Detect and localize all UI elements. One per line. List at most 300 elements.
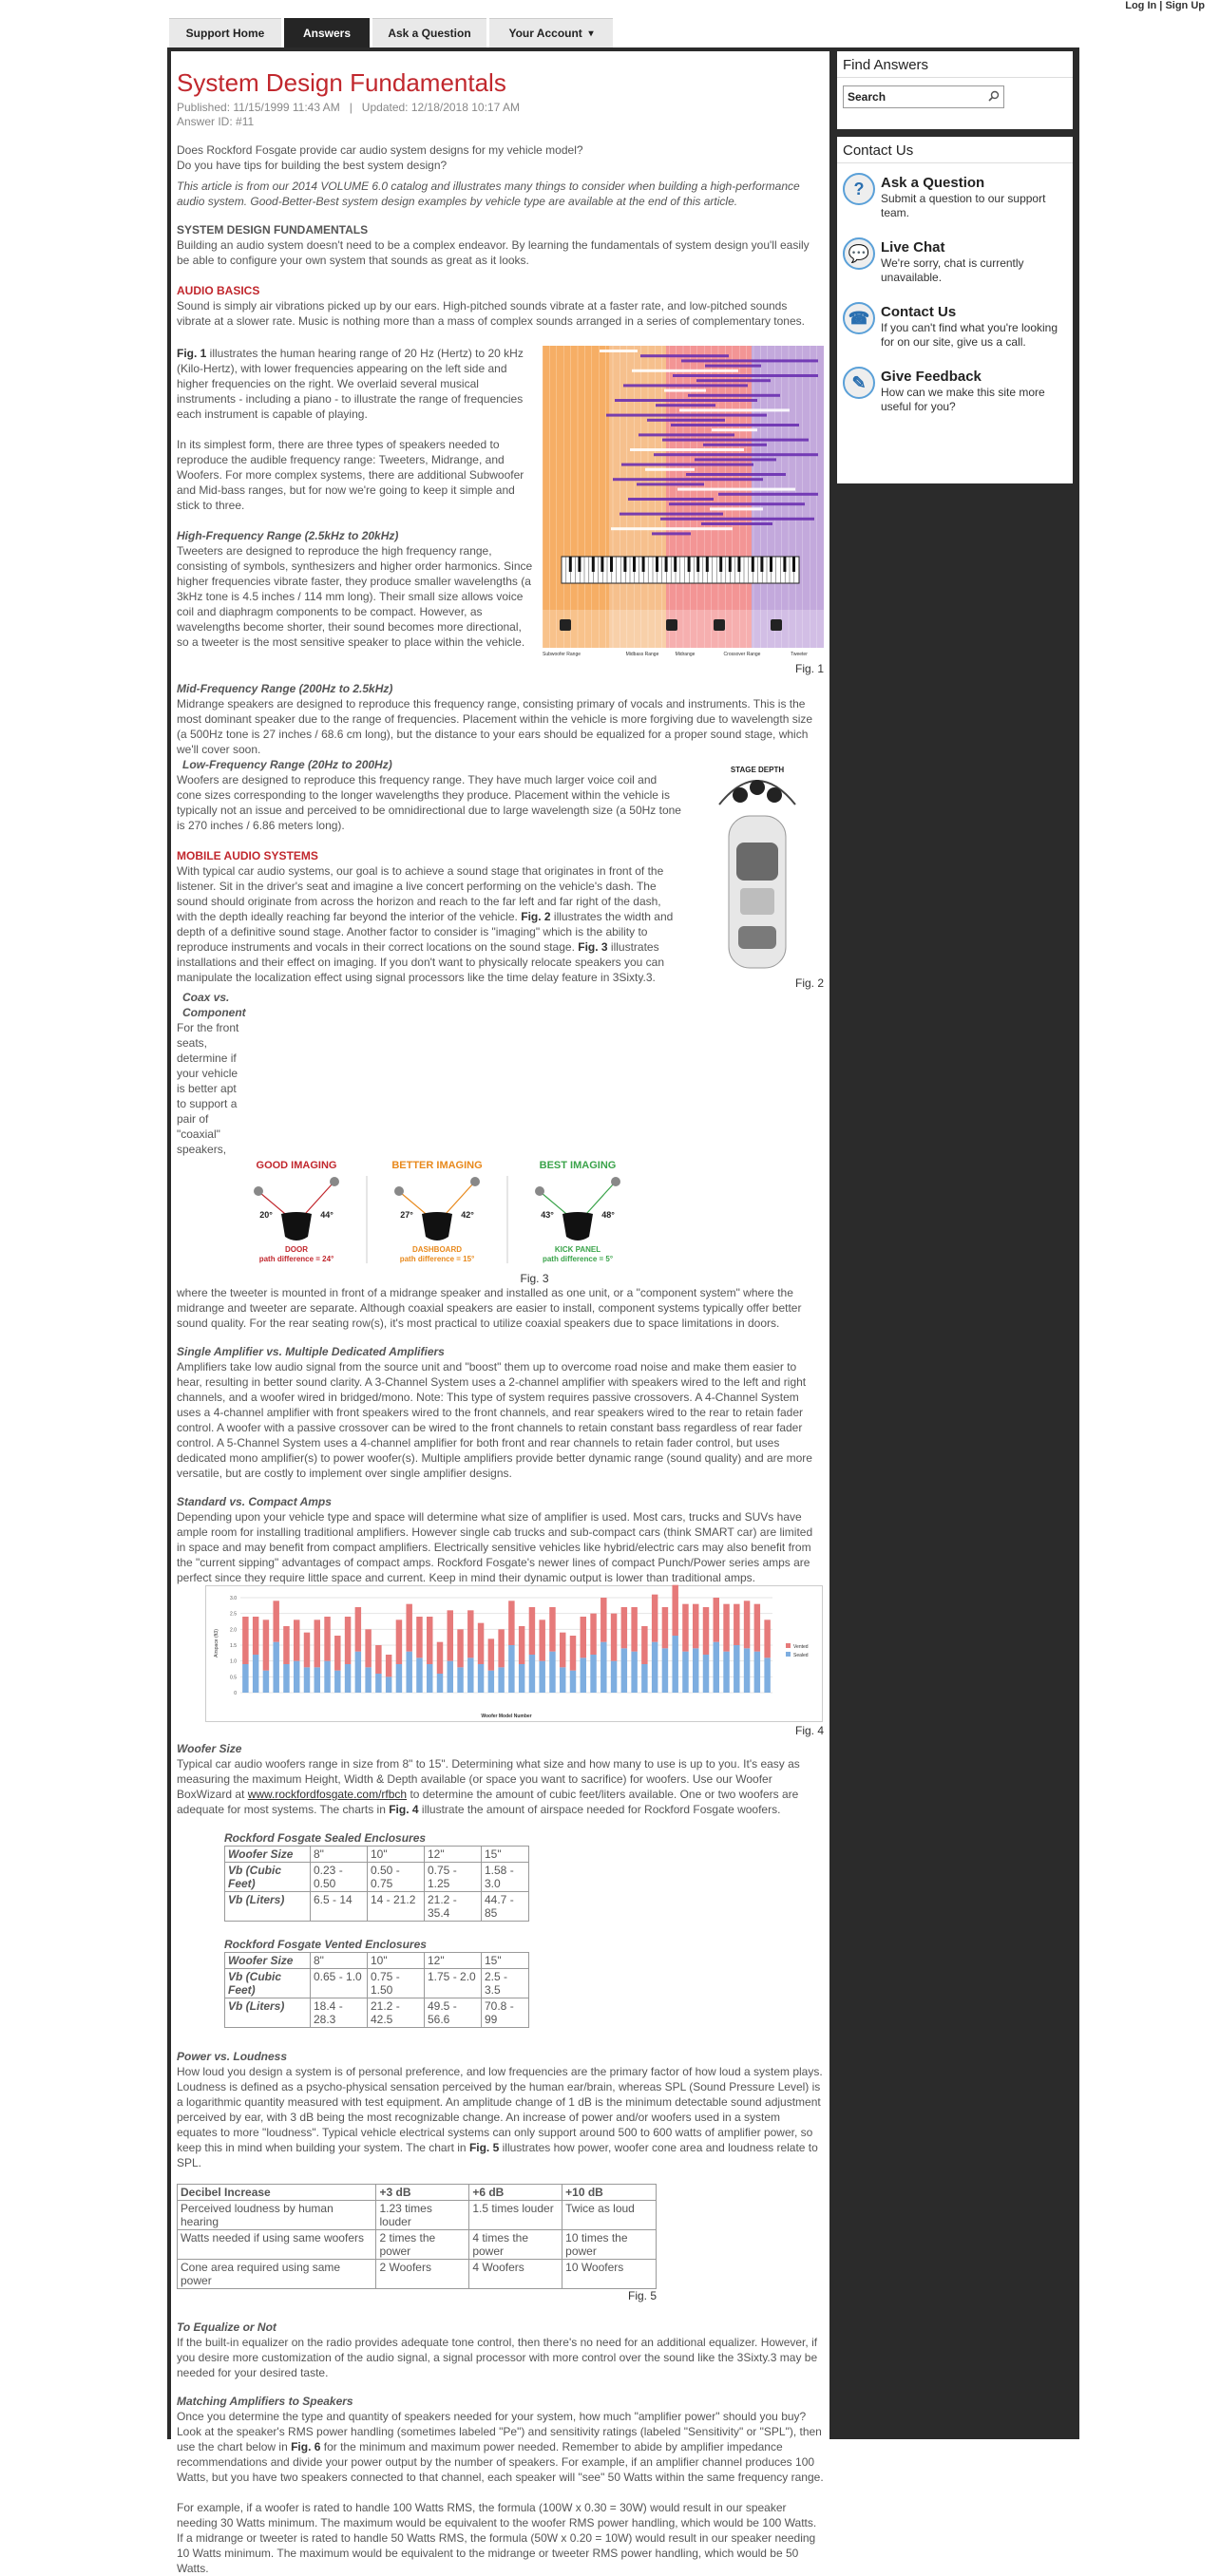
- contact-item-give-feedback[interactable]: [837, 357, 1073, 422]
- question-2: Do you have tips for building the best system design?: [177, 159, 448, 172]
- search-icon[interactable]: [988, 90, 1000, 102]
- bar-sealed: [652, 1642, 658, 1693]
- bar-vented: [386, 1655, 391, 1676]
- listener-head-icon: [422, 1212, 452, 1241]
- instrument-bar: [645, 468, 695, 471]
- path-difference: path difference = 15°: [399, 1255, 475, 1263]
- search-input[interactable]: [843, 85, 1004, 108]
- instrument-bar: [679, 408, 790, 411]
- table-cell: 2 times the power: [376, 2230, 469, 2260]
- location-label: KICK PANEL: [554, 1245, 601, 1254]
- coax-heading: Coax vs. Component: [182, 991, 246, 1019]
- signup-link[interactable]: Sign Up: [1165, 0, 1205, 11]
- bar-vented: [621, 1607, 627, 1648]
- bar-vented: [488, 1638, 494, 1670]
- bar-sealed: [611, 1661, 617, 1693]
- contact-item-desc: How can we make this site more useful for you?: [881, 386, 1045, 413]
- bar-sealed: [315, 1667, 320, 1693]
- contact-list: [837, 163, 1073, 422]
- bar-sealed: [693, 1648, 698, 1693]
- table-row: [178, 2201, 657, 2230]
- matching-text: [177, 2409, 824, 2485]
- instrument-bar: [718, 493, 818, 496]
- table-cell: 6.5 - 14: [311, 1892, 368, 1922]
- chevron-down-icon: ▾: [588, 28, 594, 39]
- bar-vented: [375, 1645, 381, 1674]
- coax-text-2: where the tweeter is mounted in front of a midrange speaker and installed as one unit, or a "component system" where the midrange and tweeter are separate. Although coaxial speakers are easier to install, component systems typically offer better sound quality. For the rear seating row(s), it's most practical to utilize coaxial speakers due to space limitations in doors.: [177, 1286, 802, 1330]
- sidebar: [837, 51, 1073, 491]
- table-cell: Cone area required using same power: [178, 2260, 376, 2289]
- angle-left: 20°: [259, 1210, 273, 1220]
- woofer-size-heading: Woofer Size: [177, 1742, 242, 1755]
- mas-text-1: With typical car audio systems, our goal is to achieve a sound stage that originates in front of the listener. Sit in the driver's seat and imagine a live concert performing on the vehicle's dash. The sound should originate from across the horizon and reach to the far left and far right of the dash, with the depth ideally reaching far beyond the interior of the vehicle.: [177, 864, 664, 923]
- speaker-icon: [714, 619, 725, 631]
- bar-vented: [498, 1629, 504, 1667]
- bar-vented: [273, 1601, 278, 1641]
- bar-vented: [754, 1604, 760, 1652]
- instrument-bar: [664, 389, 706, 392]
- instrument-bar: [695, 458, 776, 461]
- instrument-bar: [621, 464, 753, 466]
- contact-item-live-chat[interactable]: [837, 228, 1073, 293]
- bar-sealed: [714, 1642, 719, 1693]
- amp-text: Amplifiers take low audio signal from the source unit and "boost" them up to overcome road noise and make them easier to hear, resulting in better sound clarity. A 3-Channel System uses a 2-channel amplifier with speakers wired to the left and right channels, and a woofer wired in bridged/mono. Note: This type of system requires passive crossovers. A 4-Channel System uses a 4-channel amplifier with front speakers wired to the front channels, and rear speakers wired to the rear to retain fader control. A woofer with a passive crossover can be wired to the front channels to retain constant bass regardless of rear fader control. A 5-Channel System uses a 4-channel amplifier for both front and rear channels to retain fader control, but uses dedicated mono amplifier(s) to power woofer(s). Multiple amplifiers provide better dynamic range (sound quality) and are more versatile, but are costly to implement over single amplifier designs.: [177, 1360, 812, 1480]
- bar-sealed: [406, 1652, 411, 1693]
- bar-sealed: [631, 1652, 637, 1693]
- bar-vented: [406, 1604, 411, 1652]
- bar-sealed: [345, 1664, 351, 1693]
- table-cell: 1.58 - 3.0: [482, 1863, 529, 1892]
- bar-vented: [672, 1585, 677, 1636]
- instrument-bar: [660, 518, 814, 521]
- power-loudness-heading: Power vs. Loudness: [177, 2050, 288, 2063]
- y-tick-label: 2.5: [230, 1611, 237, 1618]
- bar-vented: [519, 1626, 524, 1664]
- table-cell: Decibel Increase: [178, 2185, 376, 2201]
- range-label: Subwoofer Range: [542, 652, 581, 657]
- fig3-container: [177, 1157, 759, 1285]
- coax-sidebar: [177, 990, 246, 1157]
- bar-sealed: [549, 1652, 555, 1693]
- fig2-ref: Fig. 2: [521, 910, 551, 923]
- tab-ask-question[interactable]: Ask a Question: [372, 18, 486, 47]
- legend-label: Vented: [793, 1644, 809, 1650]
- y-tick-label: 0.5: [230, 1675, 237, 1681]
- bar-vented: [682, 1604, 688, 1652]
- bar-sealed: [334, 1671, 340, 1693]
- car-soundstage-image: [691, 757, 824, 974]
- contact-item-title[interactable]: Give Feedback: [881, 369, 982, 385]
- table-cell: 44.7 - 85: [482, 1892, 529, 1922]
- ws-text-3: illustrate the amount of airspace needed for Rockford Fosgate woofers.: [418, 1803, 781, 1816]
- table-cell: 0.65 - 1.0: [311, 1969, 368, 1998]
- instrument-bar: [637, 483, 704, 485]
- contact-item-title[interactable]: Ask a Question: [881, 175, 985, 191]
- table-cell: +3 dB: [376, 2185, 469, 2201]
- bar-sealed: [355, 1652, 361, 1693]
- instrument-bar: [686, 473, 786, 476]
- table-cell: 4 times the power: [469, 2230, 562, 2260]
- instrument-bar: [632, 369, 738, 372]
- tab-your-account[interactable]: [489, 18, 613, 47]
- three-speakers-text: In its simplest form, there are three types of speakers needed to reproduce the audible frequency range: Tweeters, Midrange, and Woofers. For more complex systems, there are additional Subwoofer and Mid-bass ranges, but for now we're going to keep it simple and stick to three.: [177, 438, 524, 512]
- y-tick-label: 1.5: [230, 1643, 237, 1649]
- bar-vented: [345, 1617, 351, 1664]
- instrument-bar: [656, 404, 715, 407]
- instrument-bar: [639, 433, 734, 436]
- location-label: DASHBOARD: [412, 1245, 462, 1254]
- bar-vented: [294, 1619, 299, 1660]
- table-cell: 2 Woofers: [376, 2260, 469, 2289]
- bar-vented: [427, 1617, 432, 1664]
- bar-vented: [662, 1607, 668, 1648]
- table-row: [178, 2260, 657, 2289]
- y-tick-label: 1.0: [230, 1658, 237, 1665]
- chat-icon: 💬: [843, 237, 875, 270]
- hf-heading: High-Frequency Range (2.5kHz to 20kHz): [177, 529, 399, 542]
- page-title: System Design Fundamentals: [177, 68, 506, 97]
- answer-id: Answer ID: #11: [177, 115, 255, 128]
- table-cell: Vb (Liters): [225, 1892, 311, 1922]
- table-cell: 1.75 - 2.0: [425, 1969, 482, 1998]
- table-cell: Vb (Cubic Feet): [225, 1969, 311, 1998]
- phone-icon: ☎: [843, 302, 875, 334]
- bar-vented: [549, 1607, 555, 1652]
- bar-sealed: [294, 1661, 299, 1693]
- bar-vented: [253, 1617, 258, 1655]
- contact-item-title[interactable]: Live Chat: [881, 239, 945, 256]
- table-cell: 14 - 21.2: [368, 1892, 425, 1922]
- legend-label: Sealed: [793, 1653, 809, 1658]
- fig5-ref: Fig. 5: [468, 2141, 500, 2154]
- table-cell: 0.75 - 1.50: [368, 1969, 425, 1998]
- bar-vented: [570, 1636, 576, 1671]
- table-cell: Vb (Liters): [225, 1998, 311, 2028]
- instrument-bar: [606, 414, 767, 417]
- std-text: Depending upon your vehicle type and space will determine what size of amplifier is used. Most cars, trucks and SUVs have ample room for installing traditional amplifiers. However single cab trucks and sub-compact cars (think SMART car) are limited in space and may benefit from compact amplifiers. Electrically sensitive vehicles like hybrid/electric cars may also benefit from the "current sipping" advantages of compact amps. Rockford Fosgate's newer lines of compact Punch/Power series amps are perfect since they require little space and current. Keep in mind their dynamic output is lower than traditional amps.: [177, 1510, 813, 1584]
- hf-text: Tweeters are designed to reproduce the high frequency range, consisting of symbols, synthesizers and higher order harmonics. Since higher frequencies vibrate faster, they produce smaller wavelengths (a 3kHz tone is 4.5 inches / 114 mm long). Their small size allows voice coil and diaphragm components to be compact. However, as wavelengths become shorter, their sound becomes more directional, so a tweeter is the most sensitive speaker to place within the vehicle.: [177, 544, 533, 649]
- fig5-label: Fig. 5: [627, 2289, 657, 2302]
- contact-item-desc: If you can't find what you're looking for on our site, give us a call.: [881, 321, 1058, 349]
- airspace-chart: [206, 1586, 822, 1721]
- bar-vented: [355, 1607, 361, 1652]
- y-axis-label: Airspace (ft3): [214, 1629, 219, 1657]
- bar-vented: [581, 1617, 586, 1657]
- bar-sealed: [396, 1664, 402, 1693]
- bar-vented: [263, 1619, 269, 1670]
- bar-sealed: [581, 1657, 586, 1693]
- mas-text-3: illustrates installations and their effect on imaging. If you don't want to physically relocate speakers you can manipulate the localization effect using signal processors like the time delay feature in 3Sixty.3.: [177, 940, 665, 984]
- tab-support-home[interactable]: Support Home: [169, 18, 281, 47]
- instrument-bar: [630, 448, 744, 451]
- table-cell: 21.2 - 42.5: [368, 1998, 425, 2028]
- table-cell: Vb (Cubic Feet): [225, 1863, 311, 1892]
- table-row: [225, 1969, 529, 1998]
- contact-widget: [837, 137, 1073, 483]
- range-label: Midrange: [675, 652, 696, 657]
- instrument-bar: [705, 365, 761, 368]
- fig6-ref: Fig. 6: [291, 2440, 321, 2453]
- instrument-bar: [673, 374, 818, 377]
- bar-sealed: [416, 1657, 422, 1693]
- eq-text: If the built-in equalizer on the radio provides adequate tone control, then there's no need for an additional equalizer. However, if you desire more customization of the audio signal, a signal processor with more control over the sound like the 3Sixty.3 may be needed for your desired taste.: [177, 2336, 818, 2379]
- imaging-diagram: [177, 1157, 759, 1269]
- std-heading: Standard vs. Compact Amps: [177, 1495, 332, 1508]
- bar-vented: [764, 1619, 770, 1657]
- mobile-audio-heading: MOBILE AUDIO SYSTEMS: [177, 849, 318, 862]
- instrument-bar: [613, 478, 763, 481]
- midbass-band: [609, 346, 666, 648]
- bar-vented: [315, 1619, 320, 1667]
- bar-vented: [283, 1626, 289, 1664]
- table-row: [225, 1847, 529, 1863]
- stage-depth-label: STAGE DEPTH: [730, 766, 785, 774]
- location-label: DOOR: [285, 1245, 308, 1254]
- bar-vented: [304, 1633, 310, 1668]
- bar-vented: [590, 1614, 596, 1655]
- instrument-bar: [662, 439, 809, 442]
- fig1-ref: Fig. 1: [177, 347, 207, 360]
- contact-title: Contact Us: [837, 137, 1073, 163]
- decibel-table: [177, 2184, 657, 2289]
- instrument-bar: [677, 488, 795, 491]
- instrument-bar: [628, 498, 714, 501]
- speaker-icon: [394, 1186, 404, 1196]
- y-tick-label: 0: [234, 1691, 237, 1696]
- table-cell: 0.75 - 1.25: [425, 1863, 482, 1892]
- bar-sealed: [478, 1664, 484, 1693]
- ws-text-2: to determine the amount of cubic feet/liters available. One or two woofers are adequate for most systems. The charts in: [177, 1788, 799, 1816]
- bar-vented: [396, 1619, 402, 1664]
- contact-item-ask-a-question[interactable]: [837, 163, 1073, 228]
- bar-vented: [242, 1617, 248, 1664]
- table-row: [225, 1998, 529, 2028]
- angle-right: 44°: [320, 1210, 334, 1220]
- fig1-desc: illustrates the human hearing range of 20 Hz (Hertz) to 20 kHz (Kilo-Hertz), with lower frequencies appearing on the left side and higher frequencies on the right. We overlaid several musical instruments - including a piano - to illustrate the range of frequencies each instrument is capable of playing.: [177, 347, 524, 421]
- fig4-chart-frame: [205, 1585, 823, 1722]
- fig1-container: [543, 346, 824, 675]
- range-label: Tweeter: [791, 652, 808, 657]
- speaker-icon: [611, 1177, 620, 1186]
- fig2-container: [691, 757, 824, 990]
- contact-item-title[interactable]: Contact Us: [881, 304, 957, 320]
- instrument-bar: [600, 350, 638, 352]
- boxwizard-link[interactable]: www.rockfordfosgate.com/rfbch: [247, 1788, 408, 1801]
- angle-left: 43°: [541, 1210, 554, 1220]
- table-cell: 1.23 times louder: [376, 2201, 469, 2230]
- question-1: Does Rockford Fosgate provide car audio system designs for my vehicle model?: [177, 143, 583, 157]
- speaker-icon: [254, 1186, 263, 1196]
- amp-heading: Single Amplifier vs. Multiple Dedicated Amplifiers: [177, 1345, 445, 1358]
- frequency-range-chart: [543, 346, 824, 659]
- matching-heading: Matching Amplifiers to Speakers: [177, 2395, 353, 2408]
- bar-vented: [448, 1610, 453, 1660]
- pl-text-1: How loud you design a system is of personal preference, and low frequencies are the primary factor of how loud a system plays. Loudness is defined as a psycho-physical sensation perceived by the human ear/brain, whereas SPL (Sound Pressure Level) is a logarithmic quantity measured with test equipment. An amplitude change of 1 dB is the minimum detectable sound adjustment perceived by ear, with 3 dB being the most recognizable change. An increase of power and/or woofers used in a system equates to more "loudness". Typical vehicle electrical systems can only support around 500 to 600 watts of amplifier power, so keep this in mind when building your system. The chart in: [177, 2065, 823, 2154]
- bar-sealed: [672, 1636, 677, 1693]
- instrument-bar: [647, 419, 725, 422]
- table-cell: Perceived loudness by human hearing: [178, 2201, 376, 2230]
- tab-answers[interactable]: Answers: [284, 18, 370, 47]
- instrument-bar: [696, 379, 771, 382]
- bar-vented: [714, 1598, 719, 1642]
- bar-sealed: [560, 1667, 565, 1693]
- subwoofer-band: [543, 346, 609, 648]
- ma-text-1: Once you determine the type and quantity of speakers needed for your system, how much "amplifier power" should you buy? Look at the speaker's RMS power handling (sometimes labeled "Pe") and sensitivity ratings (labeled "Sensitivity" or "SPL"), then use the chart below in: [177, 2410, 822, 2453]
- table-cell: 4 Woofers: [469, 2260, 562, 2289]
- bar-vented: [611, 1614, 617, 1661]
- fig3-label: Fig. 3: [520, 1272, 549, 1285]
- question-icon: ?: [843, 173, 875, 205]
- tweeter-band: [752, 346, 824, 648]
- bar-vented: [693, 1604, 698, 1649]
- speaker-icon: [535, 1186, 544, 1196]
- pl-text-2: illustrates how power, woofer cone area and loudness relate to SPL.: [177, 2141, 818, 2169]
- bar-sealed: [242, 1664, 248, 1693]
- ws-text-1: Typical car audio woofers range in size from 8" to 15". Determining what size and how many to use is up to you. It's easy as measuring the maximum Height, Width & Depth available (or space you want to sacrifice) for woofers. Use our Woofer BoxWizard at: [177, 1757, 800, 1801]
- table-cell: 12": [425, 1847, 482, 1863]
- lf-text: Woofers are designed to reproduce this frequency range. They have much larger voice coil and cone sizes corresponding to the longer wavelengths they produce. Placement within the vehicle is typically not an issue and perceived to be omnidirectional due to large wavelength size (a 50Hz tone is 270 inches / 6.86 meters long).: [177, 773, 681, 832]
- instrument-bar: [688, 394, 780, 397]
- bar-vented: [631, 1607, 637, 1652]
- top-links: [1125, 0, 1205, 13]
- bar-sealed: [703, 1655, 709, 1693]
- bar-sealed: [590, 1655, 596, 1693]
- bar-sealed: [621, 1648, 627, 1693]
- instrument-bar: [669, 502, 805, 505]
- bar-vented: [641, 1626, 647, 1664]
- sealed-table: [224, 1846, 529, 1922]
- bar-sealed: [529, 1655, 535, 1693]
- mf-heading: Mid-Frequency Range (200Hz to 2.5kHz): [177, 682, 393, 695]
- sdf-heading: SYSTEM DESIGN FUNDAMENTALS: [177, 223, 369, 237]
- instrument-bar: [701, 522, 772, 525]
- bar-vented: [600, 1598, 606, 1642]
- bar-vented: [416, 1617, 422, 1657]
- bar-sealed: [519, 1664, 524, 1693]
- bar-sealed: [682, 1652, 688, 1693]
- table-cell: 10": [368, 1847, 425, 1863]
- instrument-bar: [710, 507, 763, 510]
- bar-sealed: [734, 1645, 739, 1693]
- table-cell: 49.5 - 56.6: [425, 1998, 482, 2028]
- table-cell: 18.4 - 28.3: [311, 1998, 368, 2028]
- audio-basics-heading: AUDIO BASICS: [177, 284, 260, 297]
- fig4-label: Fig. 4: [794, 1724, 824, 1737]
- y-tick-label: 2.0: [230, 1627, 237, 1634]
- table-cell: 8": [311, 1847, 368, 1863]
- table-cell: +6 dB: [469, 2185, 562, 2201]
- range-label: Crossover Range: [723, 652, 761, 657]
- coax-text-1: For the front seats, determine if your vehicle is better apt to support a pair of "coaxial" speakers,: [177, 1021, 239, 1156]
- table-row: [225, 1953, 529, 1969]
- sealed-heading: Rockford Fosgate Sealed Enclosures: [224, 1831, 427, 1845]
- bar-vented: [467, 1610, 473, 1657]
- path-difference: path difference = 5°: [542, 1255, 614, 1263]
- listener-head-icon: [281, 1212, 312, 1241]
- speaker-icon: [470, 1177, 480, 1186]
- article-panel: [171, 51, 829, 2575]
- bar-vented: [334, 1636, 340, 1671]
- matching-example-text: For example, if a woofer is rated to handle 100 Watts RMS, the formula (100W x 0.30 = 30W) would result in our speaker needing 30 Watts minimum. The maximum would be equivalent to the woofer RMS power handling, which would be 100 Watts. If a midrange or tweeter is rated to handle 50 Watts RMS, the formula (50W x 0.20 = 10W) would result in our speaker needing 10 Watts minimum. The maximum would be equivalent to the midrange or tweeter RMS power handling, which would be 50 Watts.: [177, 2501, 817, 2575]
- angle-right: 42°: [461, 1210, 474, 1220]
- search-placeholder: Search: [848, 90, 886, 104]
- table-cell: 12": [425, 1953, 482, 1969]
- table-cell: Woofer Size: [225, 1953, 311, 1969]
- vented-table: [224, 1952, 529, 2028]
- bar-vented: [478, 1623, 484, 1664]
- fig3-ref: Fig. 3: [578, 940, 608, 954]
- separator: |: [1156, 0, 1166, 11]
- table-cell: 2.5 - 3.5: [482, 1969, 529, 1998]
- bar-sealed: [375, 1674, 381, 1693]
- contact-item-desc: We're sorry, chat is currently unavailable.: [881, 256, 1024, 284]
- table-cell: 0.50 - 0.75: [368, 1863, 425, 1892]
- contact-item-contact-us[interactable]: [837, 293, 1073, 357]
- instrument-bar: [654, 453, 818, 456]
- bar-vented: [734, 1604, 739, 1645]
- bar-vented: [744, 1601, 750, 1648]
- bar-sealed: [539, 1661, 544, 1693]
- instrument-bar: [611, 527, 733, 530]
- table-cell: Woofer Size: [225, 1847, 311, 1863]
- bar-sealed: [754, 1652, 760, 1693]
- table-cell: 15": [482, 1847, 529, 1863]
- bar-sealed: [273, 1642, 278, 1693]
- angle-right: 48°: [601, 1210, 615, 1220]
- bar-vented: [508, 1601, 514, 1645]
- table-cell: 8": [311, 1953, 368, 1969]
- bar-vented: [539, 1619, 544, 1660]
- bar-vented: [457, 1629, 463, 1667]
- table-cell: 70.8 - 99: [482, 1998, 529, 2028]
- instrument-bar: [671, 424, 799, 426]
- table-row: [225, 1863, 529, 1892]
- login-link[interactable]: Log In: [1125, 0, 1157, 11]
- instrument-bar: [640, 354, 729, 357]
- eq-heading: To Equalize or Not: [177, 2320, 276, 2334]
- sealed-block: [224, 1830, 824, 2028]
- fig4-ref: Fig. 4: [389, 1803, 419, 1816]
- table-row: [178, 2230, 657, 2260]
- bar-vented: [529, 1607, 535, 1655]
- instrument-bar: [620, 513, 723, 516]
- bar-vented: [723, 1604, 729, 1652]
- speaker-icon: [771, 619, 782, 631]
- sdf-text: Building an audio system doesn't need to be a complex endeavor. By learning the fundamentals of system design you'll easily be able to configure your own system that sounds as great as it looks.: [177, 238, 810, 267]
- tab-your-account-label: Your Account: [508, 27, 582, 40]
- bar-sealed: [448, 1661, 453, 1693]
- bar-sealed: [457, 1667, 463, 1693]
- instrument-bar: [712, 428, 757, 431]
- x-axis-label: Woofer Model Number: [481, 1714, 532, 1719]
- mas-text-2: illustrates the width and depth of a definitive sound stage. Another factor to consider is "imaging" which is the ability to reproduce instruments and vocals in their correct locations on the sound stage.: [177, 910, 674, 954]
- table-cell: 1.5 times louder: [469, 2201, 562, 2230]
- bar-sealed: [263, 1671, 269, 1693]
- find-answers-title: Find Answers: [837, 51, 1073, 78]
- bar-sealed: [508, 1645, 514, 1693]
- published-info: Published: 11/15/1999 11:43 AM | Updated: 12/18/2018 10:17 AM: [177, 101, 520, 114]
- feedback-icon: ✎: [843, 367, 875, 399]
- speaker-icon: [560, 619, 571, 631]
- table-cell: 10": [368, 1953, 425, 1969]
- bar-sealed: [764, 1657, 770, 1693]
- bar-sealed: [600, 1642, 606, 1693]
- instrument-bar: [623, 384, 748, 387]
- legend-swatch: [786, 1652, 791, 1657]
- range-label: Midbass Range: [625, 652, 659, 657]
- instrument-bar: [703, 444, 767, 446]
- legend-swatch: [786, 1643, 791, 1648]
